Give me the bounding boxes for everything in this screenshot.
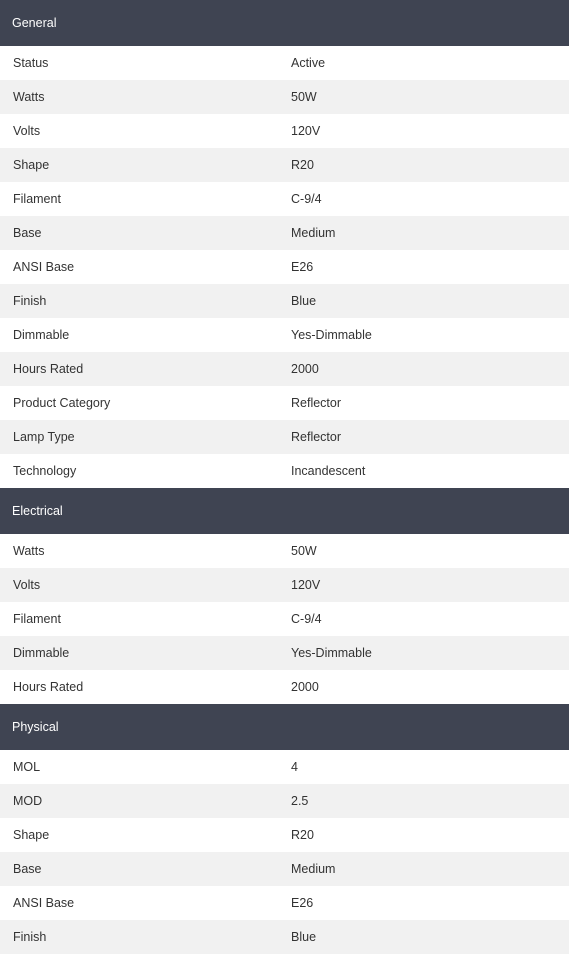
row-value: 50W [291,544,317,558]
row-label: Volts [13,124,41,138]
row-label: Shape [13,828,50,842]
table-row [0,114,569,148]
row-value: Blue [291,294,317,308]
row-value: R20 [291,158,314,172]
row-label: Filament [13,192,61,206]
row-value: Reflector [291,430,342,444]
table-row [0,250,569,284]
row-label: Base [13,862,42,876]
section-electrical [0,488,569,704]
row-value: Incandescent [291,464,366,478]
row-label: Volts [13,578,41,592]
table-row [0,852,569,886]
table-row [0,602,569,636]
row-value: C-9/4 [291,192,322,206]
table-row [0,80,569,114]
row-value: Blue [291,930,317,944]
row-label: Hours Rated [13,680,84,694]
section-header[interactable]: Electrical [0,488,569,534]
table-row [0,750,569,784]
row-label: Dimmable [13,328,70,342]
table-row [0,148,569,182]
row-label: Technology [13,464,77,478]
table-row [0,886,569,920]
table-row [0,454,569,488]
table-row [0,318,569,352]
row-value: Medium [291,226,336,240]
row-label: ANSI Base [13,260,75,274]
table-row [0,784,569,818]
table-row [0,386,569,420]
row-value: Active [291,56,326,70]
row-label: Finish [13,930,47,944]
row-value: E26 [291,896,314,910]
section-header[interactable]: General [0,0,569,46]
row-label: Watts [13,544,45,558]
row-value: 120V [291,124,321,138]
row-value: Medium [291,862,336,876]
row-label: Lamp Type [13,430,75,444]
row-value: E26 [291,260,314,274]
row-value: Reflector [291,396,342,410]
row-value: 120V [291,578,321,592]
row-label: ANSI Base [13,896,75,910]
table-row [0,46,569,80]
row-label: Dimmable [13,646,70,660]
row-label: Status [13,56,49,70]
table-row [0,284,569,318]
section-physical [0,704,569,954]
table-row [0,818,569,852]
table-row [0,216,569,250]
row-label: MOD [13,794,43,808]
row-value: 4 [291,760,298,774]
row-value: 50W [291,90,317,104]
row-label: Product Category [13,396,111,410]
row-label: Finish [13,294,47,308]
row-label: Hours Rated [13,362,84,376]
row-label: Base [13,226,42,240]
row-value: 2.5 [291,794,309,808]
row-label: MOL [13,760,41,774]
row-label: Shape [13,158,50,172]
table-row [0,636,569,670]
table-row [0,182,569,216]
row-value: 2000 [291,362,319,376]
table-row [0,568,569,602]
table-row [0,920,569,954]
table-row [0,352,569,386]
row-value: R20 [291,828,314,842]
row-value: 2000 [291,680,319,694]
row-value: Yes-Dimmable [291,646,372,660]
section-header[interactable]: Physical [0,704,569,750]
row-value: Yes-Dimmable [291,328,372,342]
table-row [0,670,569,704]
row-label: Watts [13,90,45,104]
row-label: Filament [13,612,61,626]
table-row [0,534,569,568]
row-value: C-9/4 [291,612,322,626]
table-row [0,420,569,454]
